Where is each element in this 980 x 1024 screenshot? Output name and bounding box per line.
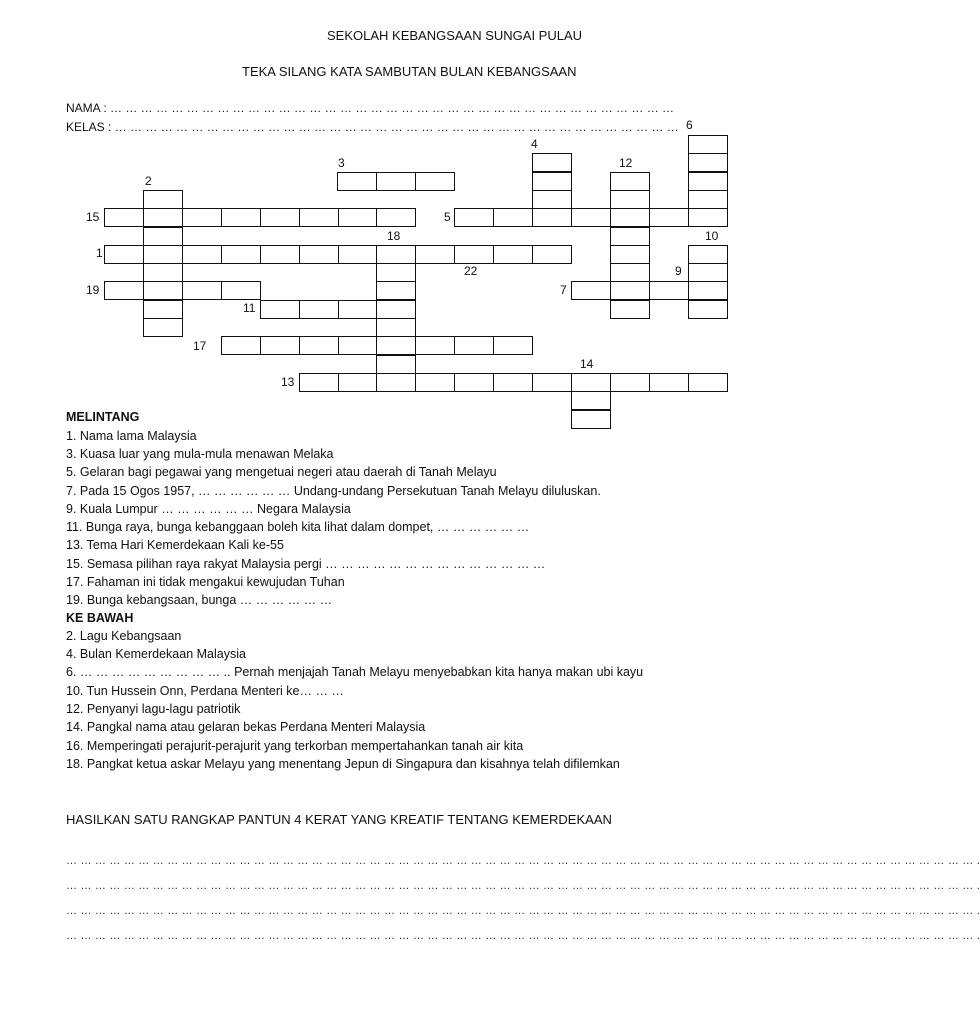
crossword-cell[interactable] xyxy=(376,281,416,300)
crossword-cell[interactable] xyxy=(299,245,339,264)
crossword-cell[interactable] xyxy=(454,245,494,264)
across-clue: 9. Kuala Lumpur … … … … … … Negara Malaysia xyxy=(66,502,351,516)
class-line[interactable]: KELAS : … … … … … … … … … … … … … … … … … … … … … … … … … … … … … … … … … … … … … xyxy=(66,120,679,134)
pantun-line[interactable]: … … … … … … … … … … … … … … … … … … … … … … … … … … … … … … … … … … … … … … … … … … … … … … … … … … … … … … … … … … … … … … … . xyxy=(66,905,980,917)
crossword-cell[interactable] xyxy=(376,336,416,355)
crossword-cell[interactable] xyxy=(610,208,650,227)
down-clue: 10. Tun Hussein Onn, Perdana Menteri ke… … … xyxy=(66,684,344,698)
crossword-cell[interactable] xyxy=(299,208,339,227)
crossword-cell[interactable] xyxy=(143,281,183,300)
crossword-cell[interactable] xyxy=(104,281,144,300)
crossword-cell[interactable] xyxy=(376,208,416,227)
across-clue: 19. Bunga kebangsaan, bunga … … … … … … xyxy=(66,593,333,607)
crossword-cell[interactable] xyxy=(143,208,183,227)
crossword-cell[interactable] xyxy=(221,281,261,300)
crossword-cell[interactable] xyxy=(571,373,611,392)
crossword-cell[interactable] xyxy=(688,300,728,319)
grid-number: 11 xyxy=(243,301,256,315)
crossword-cell[interactable] xyxy=(493,373,533,392)
grid-number: 7 xyxy=(560,283,567,297)
crossword-cell[interactable] xyxy=(610,300,650,319)
crossword-cell[interactable] xyxy=(532,190,572,209)
crossword-cell[interactable] xyxy=(493,245,533,264)
crossword-cell[interactable] xyxy=(688,263,728,282)
crossword-cell[interactable] xyxy=(688,208,728,227)
crossword-cell[interactable] xyxy=(688,281,728,300)
crossword-cell[interactable] xyxy=(221,208,261,227)
grid-number: 13 xyxy=(281,375,295,389)
crossword-cell[interactable] xyxy=(415,336,455,355)
crossword-cell[interactable] xyxy=(337,336,377,355)
crossword-cell[interactable] xyxy=(571,208,611,227)
grid-number: 9 xyxy=(675,264,682,278)
crossword-cell[interactable] xyxy=(104,245,144,264)
crossword-cell[interactable] xyxy=(337,300,377,319)
pantun-line[interactable]: … … … … … … … … … … … … … … … … … … … … … … … … … … … … … … … … … … … … … … … … … … … … … … … … … … … … … … … … … … … … … … … . xyxy=(66,855,980,867)
name-line[interactable]: NAMA : … … … … … … … … … … … … … … … … … … … … … … … … … … … … … … … … … … … … … xyxy=(66,101,675,115)
crossword-grid xyxy=(0,0,768,440)
crossword-cell[interactable] xyxy=(454,336,494,355)
crossword-cell[interactable] xyxy=(299,336,339,355)
crossword-cell[interactable] xyxy=(299,373,339,392)
grid-number: 10 xyxy=(705,229,719,243)
crossword-cell[interactable] xyxy=(610,263,650,282)
across-clue: 3. Kuasa luar yang mula-mula menawan Melaka xyxy=(66,447,334,461)
crossword-cell[interactable] xyxy=(182,245,222,264)
crossword-cell[interactable] xyxy=(571,281,611,300)
grid-number: 15 xyxy=(86,210,100,224)
grid-number: 4 xyxy=(531,137,538,151)
crossword-cell[interactable] xyxy=(610,281,650,300)
crossword-cell[interactable] xyxy=(649,281,689,300)
grid-number: 3 xyxy=(338,156,345,170)
grid-number: 1 xyxy=(96,246,103,260)
crossword-cell[interactable] xyxy=(532,208,572,227)
crossword-cell[interactable] xyxy=(532,373,572,392)
crossword-cell[interactable] xyxy=(649,373,689,392)
grid-number: 17 xyxy=(193,339,207,353)
crossword-cell[interactable] xyxy=(221,245,261,264)
crossword-cell[interactable] xyxy=(221,336,261,355)
across-clue: 13. Tema Hari Kemerdekaan Kali ke-55 xyxy=(66,538,284,552)
down-clue: 18. Pangkat ketua askar Melayu yang menentang Jepun di Singapura dan kisahnya telah difilemkan xyxy=(66,757,620,771)
down-clue: 4. Bulan Kemerdekaan Malaysia xyxy=(66,647,246,661)
across-heading: MELINTANG xyxy=(66,410,140,424)
crossword-cell[interactable] xyxy=(337,208,377,227)
across-clue: 1. Nama lama Malaysia xyxy=(66,429,197,443)
crossword-cell[interactable] xyxy=(376,355,416,374)
crossword-cell[interactable] xyxy=(260,208,300,227)
crossword-cell[interactable] xyxy=(182,281,222,300)
down-heading: KE BAWAH xyxy=(66,611,134,625)
crossword-cell[interactable] xyxy=(610,172,650,191)
crossword-cell[interactable] xyxy=(493,208,533,227)
crossword-cell[interactable] xyxy=(376,373,416,392)
grid-number: 18 xyxy=(387,229,401,243)
grid-number: 19 xyxy=(86,283,100,297)
pantun-instruction: HASILKAN SATU RANGKAP PANTUN 4 KERAT YANG KREATIF TENTANG KEMERDEKAAN xyxy=(66,812,612,827)
crossword-cell[interactable] xyxy=(260,245,300,264)
across-clue: 5. Gelaran bagi pegawai yang mengetuai negeri atau daerah di Tanah Melayu xyxy=(66,465,497,479)
crossword-cell[interactable] xyxy=(454,373,494,392)
crossword-cell[interactable] xyxy=(649,208,689,227)
crossword-cell[interactable] xyxy=(337,172,377,191)
grid-number: 22 xyxy=(464,264,478,278)
across-clue: 17. Fahaman ini tidak mengakui kewujudan Tuhan xyxy=(66,575,345,589)
crossword-cell[interactable] xyxy=(415,373,455,392)
grid-number: 12 xyxy=(619,156,633,170)
down-clue: 2. Lagu Kebangsaan xyxy=(66,629,182,643)
crossword-cell[interactable] xyxy=(688,172,728,191)
across-clue: 7. Pada 15 Ogos 1957, … … … … … … Undang-undang Persekutuan Tanah Melayu diluluskan. xyxy=(66,484,601,498)
crossword-cell[interactable] xyxy=(376,172,416,191)
crossword-cell[interactable] xyxy=(143,227,183,246)
crossword-cell[interactable] xyxy=(415,245,455,264)
crossword-cell[interactable] xyxy=(688,190,728,209)
crossword-cell[interactable] xyxy=(610,245,650,264)
down-clue: 6. … … … … … … … … … .. Pernah menjajah Tanah Melayu menyebabkan kita hanya makan ubi kayu xyxy=(66,665,644,679)
crossword-cell[interactable] xyxy=(143,245,183,264)
crossword-cell[interactable] xyxy=(337,245,377,264)
crossword-cell[interactable] xyxy=(610,227,650,246)
crossword-cell[interactable] xyxy=(532,153,572,172)
crossword-cell[interactable] xyxy=(143,263,183,282)
crossword-cell[interactable] xyxy=(571,410,611,429)
crossword-cell[interactable] xyxy=(493,336,533,355)
crossword-cell[interactable] xyxy=(610,373,650,392)
crossword-cell[interactable] xyxy=(376,318,416,337)
pantun-line[interactable]: … … … … … … … … … … … … … … … … … … … … … … … … … … … … … … … … … … … … … … … … … … … … … … … … … … … … … … … … … … … … … … … . xyxy=(66,930,980,942)
crossword-cell[interactable] xyxy=(610,190,650,209)
crossword-cell[interactable] xyxy=(299,300,339,319)
crossword-cell[interactable] xyxy=(688,245,728,264)
crossword-cell[interactable] xyxy=(182,208,222,227)
grid-number: 6 xyxy=(686,118,693,132)
crossword-cell[interactable] xyxy=(454,208,494,227)
down-clue: 16. Memperingati perajurit-perajurit yang terkorban mempertahankan tanah air kita xyxy=(66,739,524,753)
crossword-cell[interactable] xyxy=(143,190,183,209)
crossword-cell[interactable] xyxy=(688,135,728,154)
across-clue: 11. Bunga raya, bunga kebanggaan boleh kita lihat dalam dompet, … … … … … … xyxy=(66,520,530,534)
worksheet-title: TEKA SILANG KATA SAMBUTAN BULAN KEBANGSAAN xyxy=(242,64,577,79)
crossword-cell[interactable] xyxy=(337,373,377,392)
crossword-cell[interactable] xyxy=(143,300,183,319)
crossword-cell[interactable] xyxy=(376,263,416,282)
crossword-cell[interactable] xyxy=(260,300,300,319)
crossword-cell[interactable] xyxy=(376,300,416,319)
school-name: SEKOLAH KEBANGSAAN SUNGAI PULAU xyxy=(327,28,583,43)
crossword-cell[interactable] xyxy=(688,373,728,392)
pantun-line[interactable]: … … … … … … … … … … … … … … … … … … … … … … … … … … … … … … … … … … … … … … … … … … … … … … … … … … … … … … … … … … … … … … … . xyxy=(66,880,980,892)
crossword-cell[interactable] xyxy=(571,391,611,410)
across-clue: 15. Semasa pilihan raya rakyat Malaysia pergi … … … … … … … … … … … … … … xyxy=(66,557,546,571)
grid-number: 5 xyxy=(444,210,451,224)
down-clue: 14. Pangkal nama atau gelaran bekas Perdana Menteri Malaysia xyxy=(66,720,426,734)
crossword-cell[interactable] xyxy=(260,336,300,355)
crossword-cell[interactable] xyxy=(532,172,572,191)
crossword-cell[interactable] xyxy=(688,153,728,172)
grid-number: 2 xyxy=(145,174,152,188)
grid-number: 14 xyxy=(580,357,594,371)
crossword-cell[interactable] xyxy=(143,318,183,337)
crossword-cell[interactable] xyxy=(532,245,572,264)
down-clue: 12. Penyanyi lagu-lagu patriotik xyxy=(66,702,241,716)
crossword-cell[interactable] xyxy=(415,172,455,191)
crossword-cell[interactable] xyxy=(376,245,416,264)
crossword-cell[interactable] xyxy=(104,208,144,227)
